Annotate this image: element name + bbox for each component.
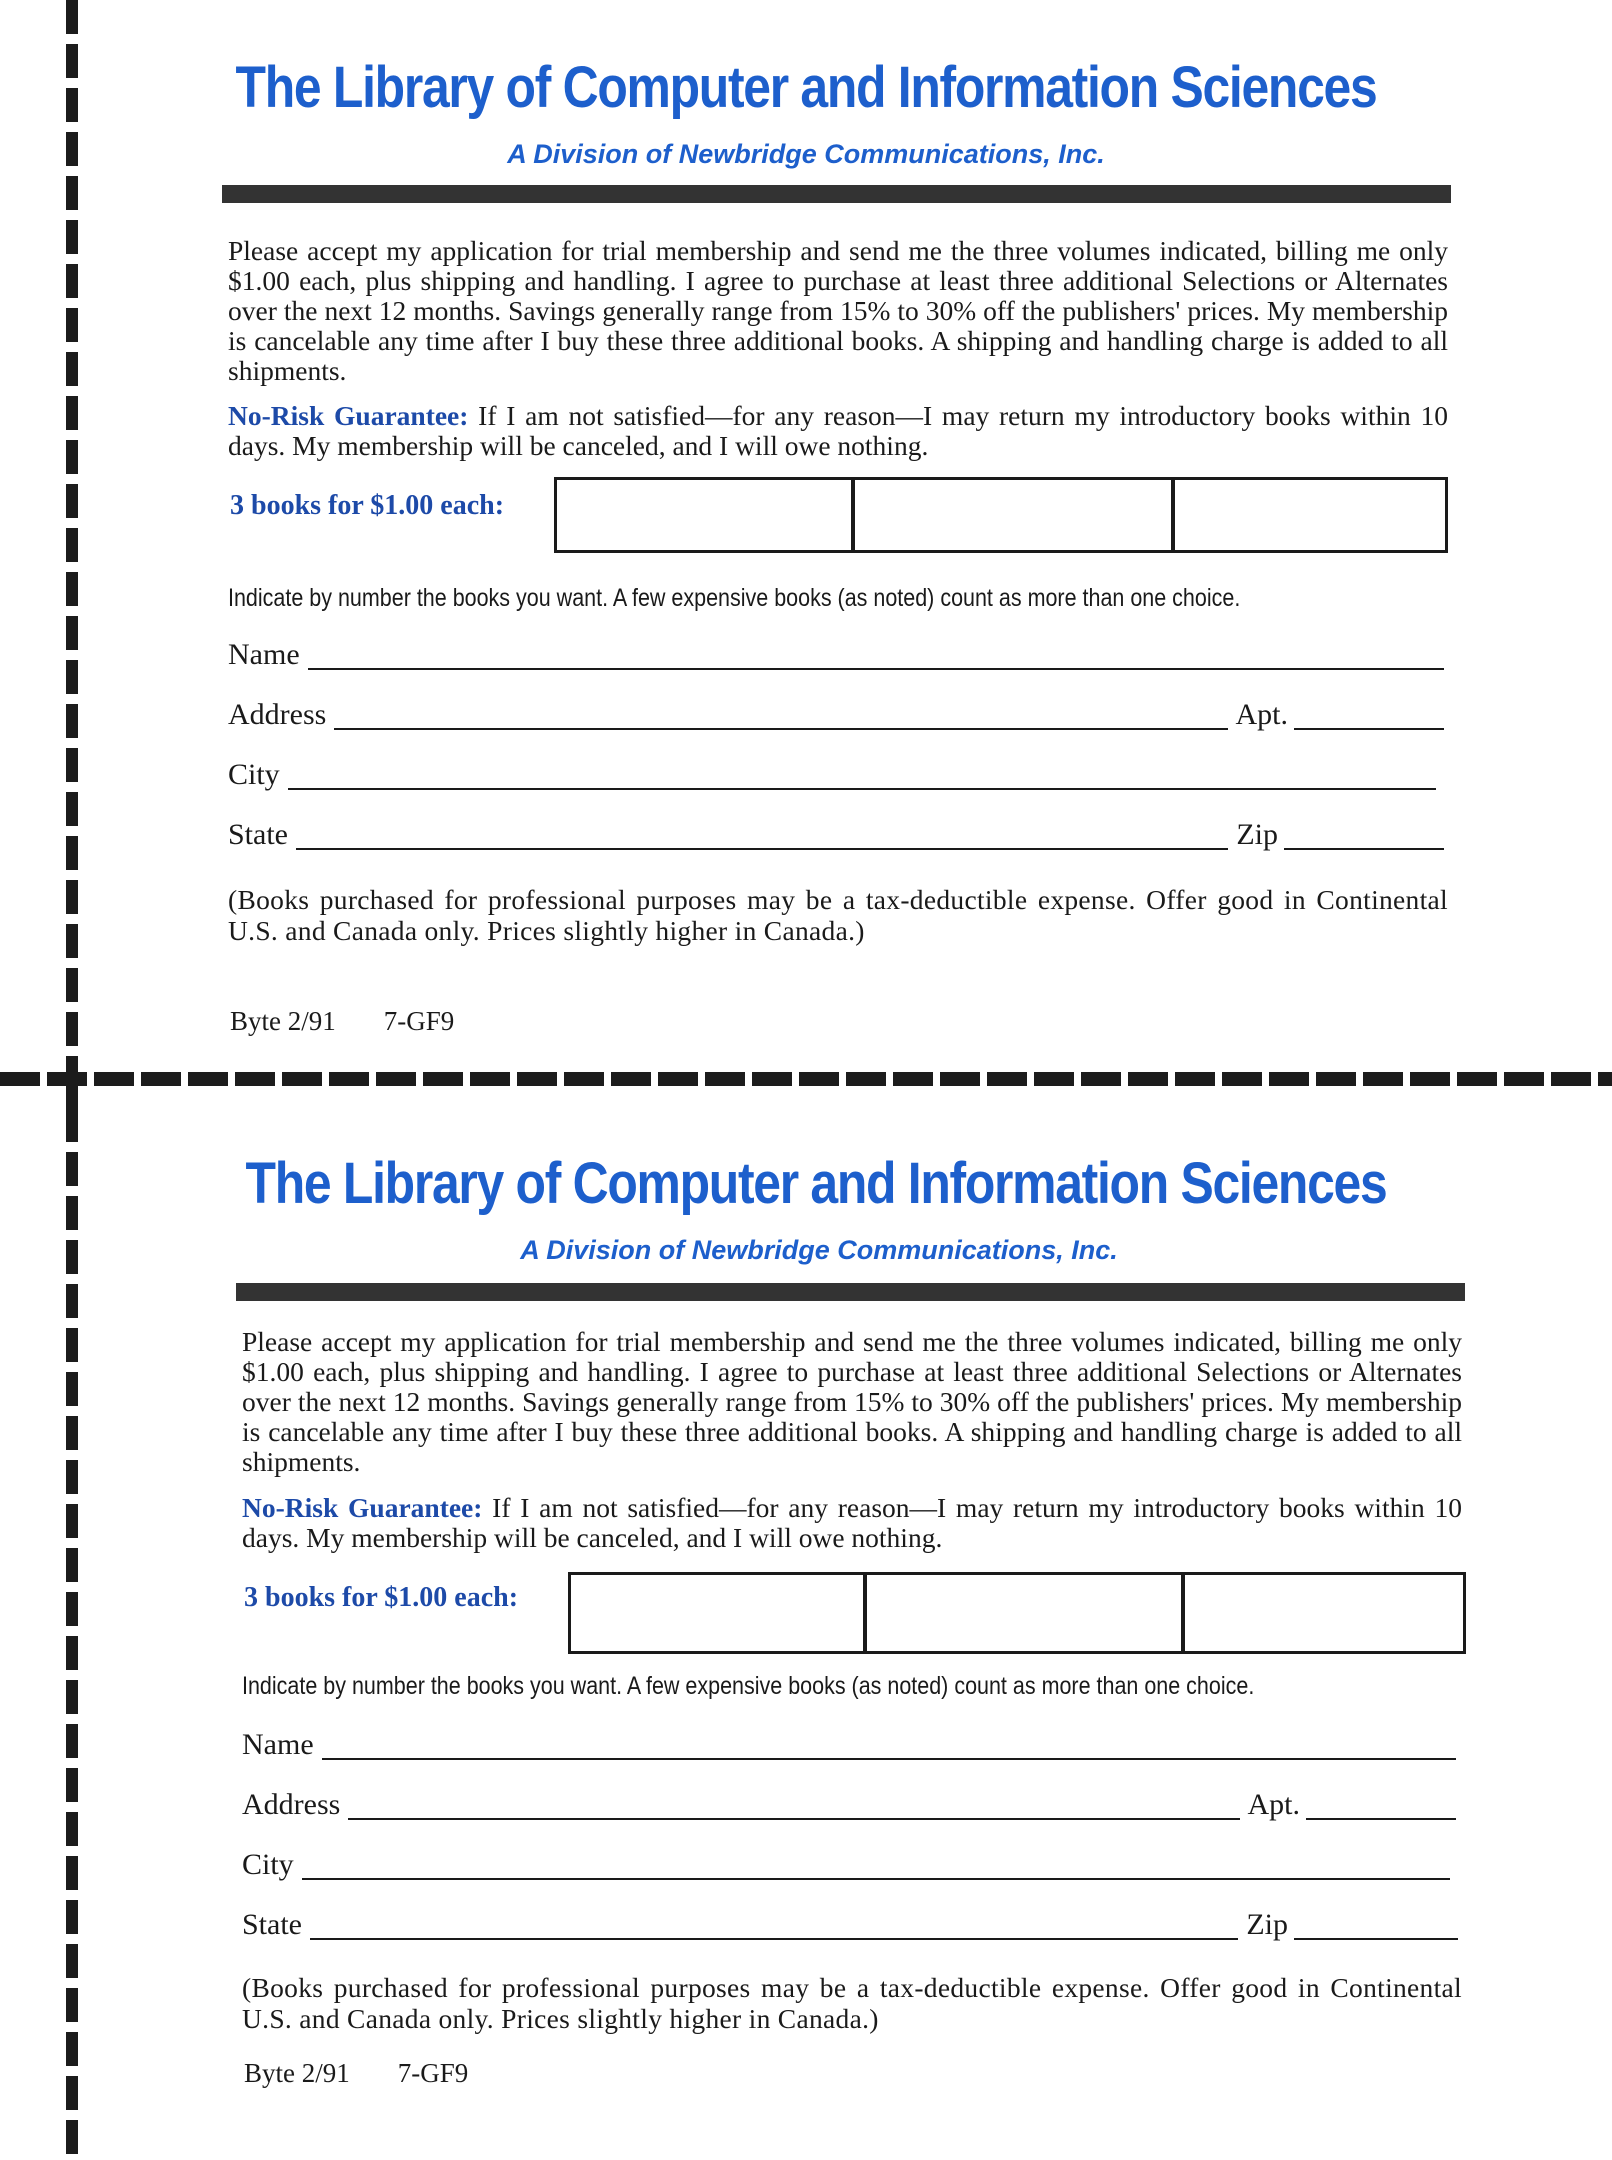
name-line[interactable]: [308, 646, 1444, 670]
book-number-boxes: [568, 1572, 1466, 1654]
source-code: [230, 1006, 454, 1037]
issue-code: Byte 2/91: [244, 2058, 350, 2088]
state-line[interactable]: [296, 826, 1228, 850]
title-rule: [222, 185, 1451, 203]
city-field[interactable]: [242, 1850, 1450, 1880]
indicate-instruction: Indicate by number the books you want. A few expensive books (as noted) count as more than one choice.: [228, 584, 1241, 612]
offer-code: 7-GF9: [397, 2058, 469, 2088]
book-number-box-2[interactable]: [851, 480, 1171, 550]
offer-code: 7-GF9: [383, 1006, 455, 1036]
address-line[interactable]: [334, 706, 1227, 730]
apt-label: Apt.: [1247, 1788, 1300, 1821]
title-rule: [236, 1283, 1465, 1301]
tax-note: (Books purchased for professional purposes may be a tax-deductible expense. Offer good in Continental U.S. and Canada only. Prices slightly higher in Canada.): [228, 884, 1448, 946]
guarantee-paragraph: [228, 401, 1448, 461]
intro-paragraph: Please accept my application for trial membership and send me the three volumes indicated, billing me only $1.00 each, plus shipping and handling. I agree to purchase at least three additional Selections or Alternates over the next 12 months. Savings generally range from 15% to 30% off the publishers' prices. My membership is cancelable any time after I buy these three additional books. A shipping and handling charge is added to all shipments.: [228, 235, 1448, 386]
coupon-subtitle: A Division of Newbridge Communications, Inc.: [507, 139, 1105, 169]
state-line[interactable]: [310, 1916, 1238, 1940]
books-label: 3 books for $1.00 each:: [230, 490, 505, 521]
tax-note: (Books purchased for professional purposes may be a tax-deductible expense. Offer good in Continental U.S. and Canada only. Prices slightly higher in Canada.): [242, 1972, 1462, 2034]
name-label: Name: [242, 1728, 314, 1761]
name-field[interactable]: [242, 1730, 1456, 1760]
zip-label: Zip: [1246, 1908, 1288, 1941]
apt-line[interactable]: [1306, 1796, 1456, 1820]
book-number-boxes: [554, 477, 1448, 553]
guarantee-text: If I am not satisfied—for any reason—I may return my introductory books within 10 days. My membership will be canceled, and I will owe nothing.: [228, 400, 1448, 461]
intro-paragraph: Please accept my application for trial membership and send me the three volumes indicated, billing me only $1.00 each, plus shipping and handling. I agree to purchase at least three additional Selections or Alternates over the next 12 months. Savings generally range from 15% to 30% off the publishers' prices. My membership is cancelable any time after I buy these three additional books. A shipping and handling charge is added to all shipments.: [242, 1326, 1462, 1477]
name-line[interactable]: [322, 1736, 1456, 1760]
book-number-box-2[interactable]: [863, 1575, 1181, 1651]
state-label: State: [242, 1908, 302, 1941]
horizontal-perforation[interactable]: [0, 1072, 1612, 1086]
name-label: Name: [228, 638, 300, 671]
city-label: City: [242, 1848, 294, 1881]
apt-line[interactable]: [1294, 706, 1444, 730]
city-line[interactable]: [288, 766, 1436, 790]
zip-label: Zip: [1236, 818, 1278, 851]
guarantee-paragraph: [242, 1493, 1462, 1553]
city-label: City: [228, 758, 280, 791]
state-label: State: [228, 818, 288, 851]
apt-label: Apt.: [1235, 698, 1288, 731]
address-label: Address: [228, 698, 327, 731]
book-number-box-3[interactable]: [1171, 480, 1445, 550]
book-number-box-3[interactable]: [1181, 1575, 1463, 1651]
guarantee-label: No-Risk Guarantee:: [228, 400, 469, 431]
address-line[interactable]: [348, 1796, 1239, 1820]
issue-code: Byte 2/91: [230, 1006, 336, 1036]
address-label: Address: [242, 1788, 341, 1821]
coupon-subtitle: A Division of Newbridge Communications, Inc.: [520, 1235, 1118, 1265]
zip-line[interactable]: [1294, 1916, 1458, 1940]
guarantee-text: If I am not satisfied—for any reason—I may return my introductory books within 10 days. My membership will be canceled, and I will owe nothing.: [242, 1492, 1462, 1553]
zip-line[interactable]: [1284, 826, 1444, 850]
coupon-title: The Library of Computer and Information Sciences: [245, 1151, 1387, 1216]
guarantee-label: No-Risk Guarantee:: [242, 1492, 483, 1523]
source-code: [244, 2058, 468, 2089]
state-field[interactable]: [228, 820, 1444, 850]
book-number-box-1[interactable]: [571, 1575, 863, 1651]
city-field[interactable]: [228, 760, 1436, 790]
address-field[interactable]: [242, 1790, 1456, 1820]
book-number-box-1[interactable]: [557, 480, 851, 550]
books-label: 3 books for $1.00 each:: [244, 1582, 519, 1613]
name-field[interactable]: [228, 640, 1444, 670]
coupon-title: The Library of Computer and Information Sciences: [235, 55, 1377, 120]
state-field[interactable]: [242, 1910, 1458, 1940]
address-field[interactable]: [228, 700, 1444, 730]
indicate-instruction: Indicate by number the books you want. A few expensive books (as noted) count as more than one choice.: [242, 1672, 1255, 1700]
city-line[interactable]: [302, 1856, 1450, 1880]
